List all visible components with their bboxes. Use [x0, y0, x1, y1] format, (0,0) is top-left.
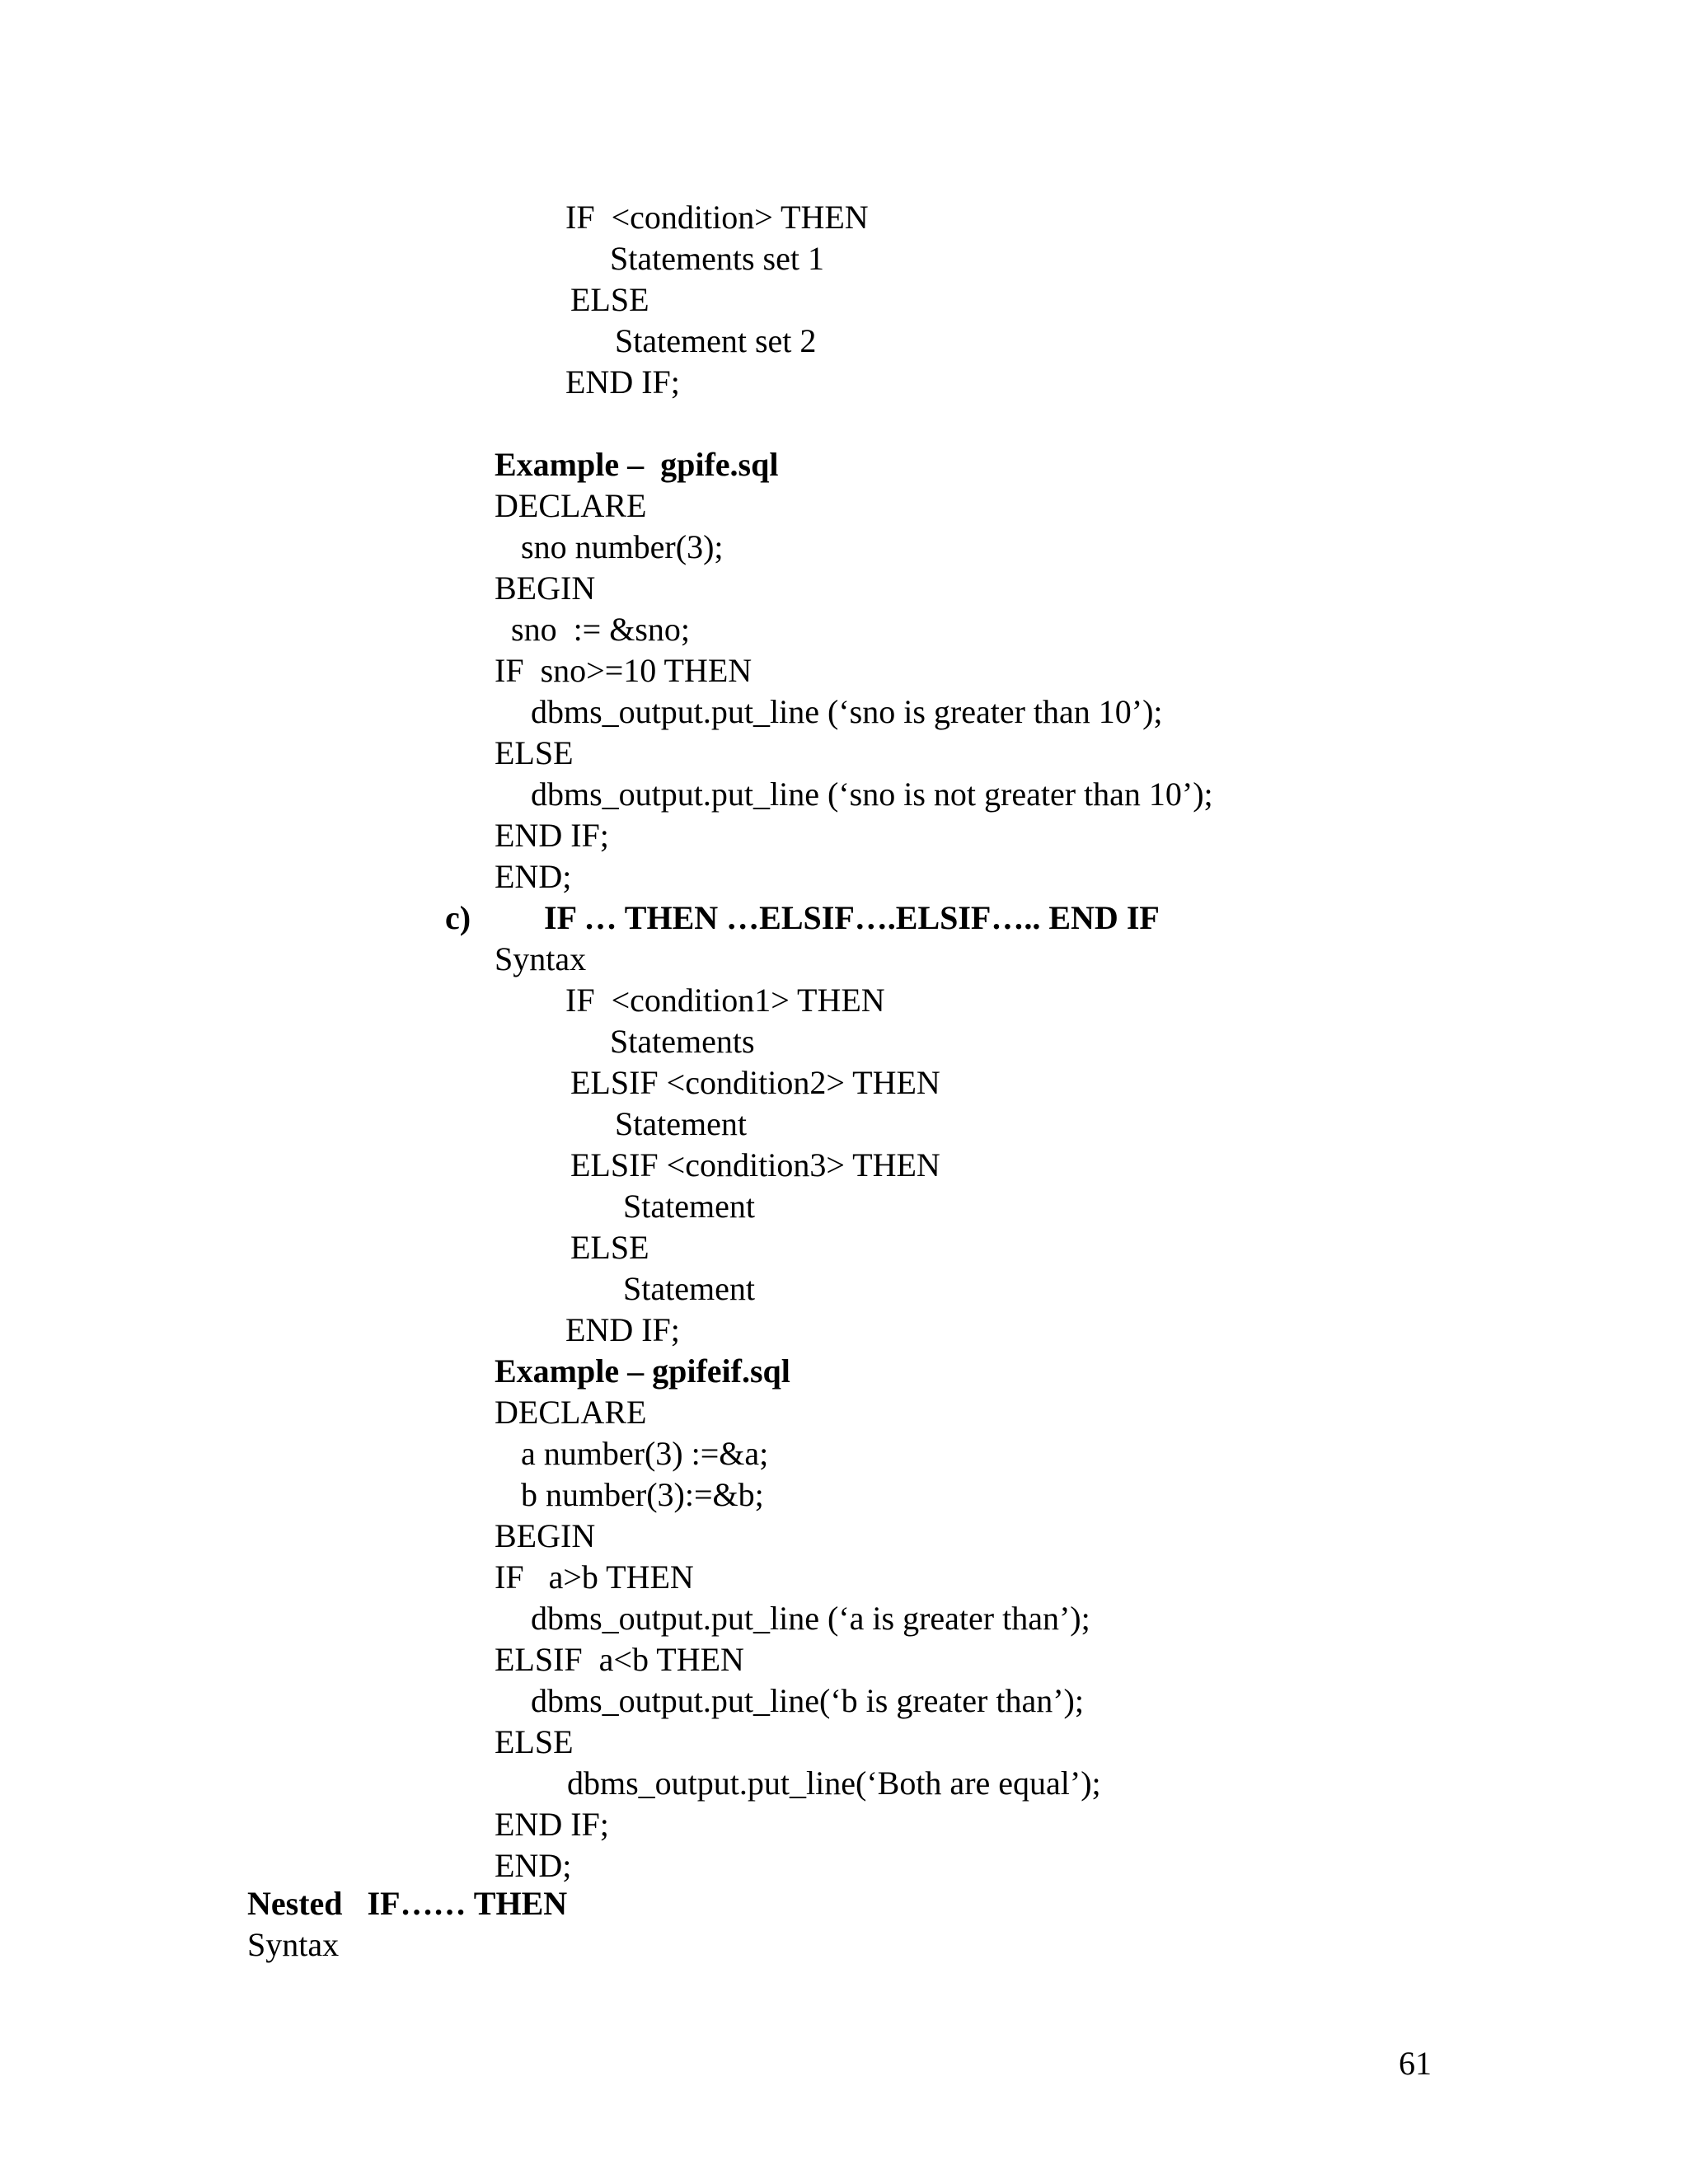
- section-c-marker: c): [445, 899, 471, 936]
- example-2-line-3: b number(3):=&b;: [521, 1476, 764, 1513]
- example-2-line-12: END;: [495, 1847, 572, 1884]
- example-2-line-4: BEGIN: [495, 1517, 596, 1554]
- example-1-line-10: END;: [495, 858, 572, 895]
- example-2-line-9: ELSE: [495, 1723, 574, 1760]
- example-1-line-2: sno number(3);: [521, 528, 724, 565]
- example-2-line-1: DECLARE: [495, 1394, 647, 1431]
- section-c-heading: IF … THEN …ELSIF….ELSIF….. END IF: [544, 899, 1160, 936]
- example-2-line-8: dbms_output.put_line(‘b is greater than’);: [531, 1682, 1084, 1719]
- syntax-1-line-4: Statement set 2: [615, 322, 817, 359]
- example-2-heading: Example – gpifeif.sql: [495, 1352, 790, 1390]
- example-1-line-8: dbms_output.put_line (‘sno is not greater than 10’);: [531, 776, 1213, 813]
- example-1-line-3: BEGIN: [495, 569, 596, 607]
- section-c-syntax-line-3: ELSIF <condition2> THEN: [570, 1064, 940, 1101]
- example-1-line-1: DECLARE: [495, 487, 647, 524]
- example-2-line-6: dbms_output.put_line (‘a is greater than’);: [531, 1600, 1090, 1637]
- section-c-syntax-line-7: ELSE: [570, 1229, 649, 1266]
- section-c-syntax-line-8: Statement: [623, 1270, 755, 1307]
- section-c-syntax-line-5: ELSIF <condition3> THEN: [570, 1146, 940, 1183]
- section-c-syntax-line-4: Statement: [615, 1105, 747, 1142]
- example-1-line-9: END IF;: [495, 817, 609, 854]
- example-2-line-11: END IF;: [495, 1806, 609, 1843]
- example-1-heading: Example – gpife.sql: [495, 446, 779, 483]
- example-2-line-10: dbms_output.put_line(‘Both are equal’);: [567, 1765, 1101, 1802]
- example-2-line-7: ELSIF a<b THEN: [495, 1641, 744, 1678]
- section-c-syntax-line-6: Statement: [623, 1188, 755, 1225]
- example-1-line-7: ELSE: [495, 734, 574, 771]
- section-c-syntax-line-2: Statements: [610, 1023, 755, 1060]
- page-number: 61: [1399, 2045, 1432, 2082]
- example-1-line-5: IF sno>=10 THEN: [495, 652, 753, 689]
- example-2-line-2: a number(3) :=&a;: [521, 1435, 769, 1472]
- example-1-line-4: sno := &sno;: [511, 611, 691, 648]
- section-c-syntax-line-9: END IF;: [565, 1311, 680, 1348]
- syntax-1-line-1: IF <condition> THEN: [565, 199, 869, 236]
- section-c-syntax-label: Syntax: [495, 940, 587, 977]
- section-c-syntax-line-1: IF <condition1> THEN: [565, 982, 885, 1019]
- syntax-1-line-3: ELSE: [570, 281, 649, 318]
- nested-if-heading: Nested IF…… THEN: [247, 1885, 568, 1922]
- example-2-line-5: IF a>b THEN: [495, 1558, 694, 1596]
- syntax-1-line-2: Statements set 1: [610, 240, 824, 277]
- nested-if-syntax-label: Syntax: [247, 1926, 340, 1963]
- syntax-1-line-5: END IF;: [565, 363, 680, 401]
- example-1-line-6: dbms_output.put_line (‘sno is greater than 10’);: [531, 693, 1163, 730]
